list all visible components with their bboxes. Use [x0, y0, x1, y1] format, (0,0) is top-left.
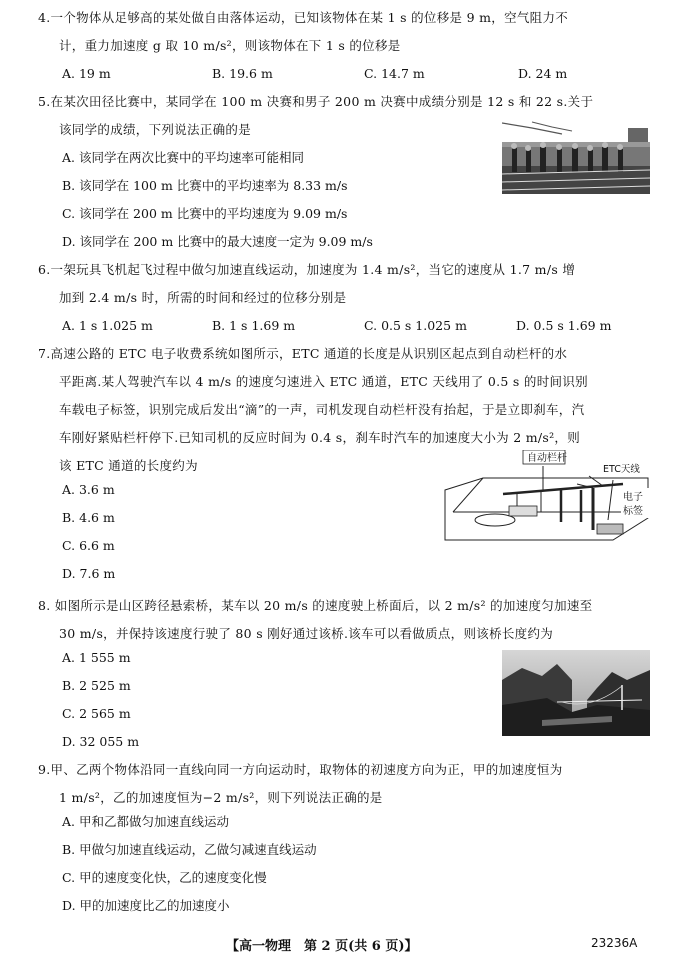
q7-stem-line-5: 该 ETC 通道的长度约为	[59, 458, 198, 473]
q9-option-c: C. 甲的速度变化快，乙的速度变化慢	[62, 870, 267, 885]
q6-stem-line-2: 加到 2.4 m/s 时，所需的时间和经过的位移分别是	[59, 290, 347, 305]
q7-option-a: A. 3.6 m	[62, 482, 115, 497]
q7-stem-line-3: 车载电子标签，识别完成后发出“滴”的一声，司机发现自动栏杆没有抬起，于是立即刹车，汽	[59, 402, 585, 417]
q8-option-a: A. 1 555 m	[62, 650, 131, 665]
q8-option-d: D. 32 055 m	[62, 734, 140, 749]
q4-stem-line-2: 计，重力加速度 g 取 10 m/s²，则该物体在下 1 s 的位移是	[59, 38, 401, 53]
q5-option-a: A. 该同学在两次比赛中的平均速率可能相同	[62, 150, 304, 165]
q7-stem-line-2: 平距离.某人驾驶汽车以 4 m/s 的速度匀速进入 ETC 通道，ETC 天线用了 0.5 s 的时间识别	[59, 374, 588, 389]
q6-stem-line-1: 6.一架玩具飞机起飞过程中做匀加速直线运动，加速度为 1.4 m/s²，当它的速度从 1.7 m/s 增	[38, 262, 576, 277]
track-race-photo	[502, 118, 650, 194]
q5-option-c: C. 该同学在 200 m 比赛中的平均速度为 9.09 m/s	[62, 206, 348, 221]
q9-stem-line-1: 9.甲、乙两个物体沿同一直线向同一方向运动时，取物体的初速度方向为正，甲的加速度恒为	[38, 762, 563, 777]
etc-lane-diagram	[443, 450, 655, 544]
label-electronic-tag-2: 标签	[623, 506, 643, 517]
q7-stem-line-1: 7.高速公路的 ETC 电子收费系统如图所示，ETC 通道的长度是从识别区起点到自动栏杆的水	[38, 346, 568, 361]
q4-option-b: B. 19.6 m	[212, 66, 273, 81]
q6-option-a: A. 1 s 1.025 m	[62, 318, 153, 333]
q5-stem-line-2: 该同学的成绩，下列说法正确的是	[59, 122, 252, 137]
q7-option-d: D. 7.6 m	[62, 566, 116, 581]
q9-option-a: A. 甲和乙都做匀加速直线运动	[62, 814, 229, 829]
suspension-bridge-photo	[502, 650, 650, 736]
q9-option-b: B. 甲做匀加速直线运动，乙做匀减速直线运动	[62, 842, 317, 857]
q4-option-d: D. 24 m	[518, 66, 568, 81]
q6-option-c: C. 0.5 s 1.025 m	[364, 318, 467, 333]
label-auto-barrier: 自动栏杆	[527, 453, 567, 464]
q6-option-d: D. 0.5 s 1.69 m	[516, 318, 612, 333]
q6-option-b: B. 1 s 1.69 m	[212, 318, 296, 333]
q7-stem-line-4: 车刚好紧贴栏杆停下.已知司机的反应时间为 0.4 s，刹车时汽车的加速度大小为 2 m/s²，则	[59, 430, 581, 445]
q8-option-b: B. 2 525 m	[62, 678, 131, 693]
page-footer-label: 【高一物理 第 2 页(共 6 页)】	[226, 939, 418, 954]
q5-stem-line-1: 5.在某次田径比赛中，某同学在 100 m 决赛和男子 200 m 决赛中成绩分别是 12 s 和 22 s.关于	[38, 94, 594, 109]
q8-stem-line-2: 30 m/s，并保持该速度行驶了 80 s 刚好通过该桥.该车可以看做质点，则该桥长度约为	[59, 626, 554, 641]
label-electronic-tag-1: 电子	[623, 492, 643, 503]
q5-option-d: D. 该同学在 200 m 比赛中的最大速度一定为 9.09 m/s	[62, 234, 373, 249]
q7-option-c: C. 6.6 m	[62, 538, 115, 553]
q9-option-d: D. 甲的加速度比乙的加速度小	[62, 898, 230, 913]
q4-option-c: C. 14.7 m	[364, 66, 425, 81]
q9-stem-line-2: 1 m/s²，乙的加速度恒为−2 m/s²，则下列说法正确的是	[59, 790, 383, 805]
q8-stem-line-1: 8. 如图所示是山区跨径悬索桥，某车以 20 m/s 的速度驶上桥面后，以 2 m/s² 的加速度匀加速至	[38, 598, 593, 613]
q4-stem-line-1: 4.一个物体从足够高的某处做自由落体运动，已知该物体在某 1 s 的位移是 9 m，空气阻力不	[38, 10, 569, 25]
q4-option-a: A. 19 m	[62, 66, 111, 81]
q5-option-b: B. 该同学在 100 m 比赛中的平均速率为 8.33 m/s	[62, 178, 348, 193]
q8-option-c: C. 2 565 m	[62, 706, 131, 721]
q7-option-b: B. 4.6 m	[62, 510, 115, 525]
label-etc-antenna: ETC天线	[603, 464, 640, 475]
exam-code: 23236A	[591, 936, 638, 950]
